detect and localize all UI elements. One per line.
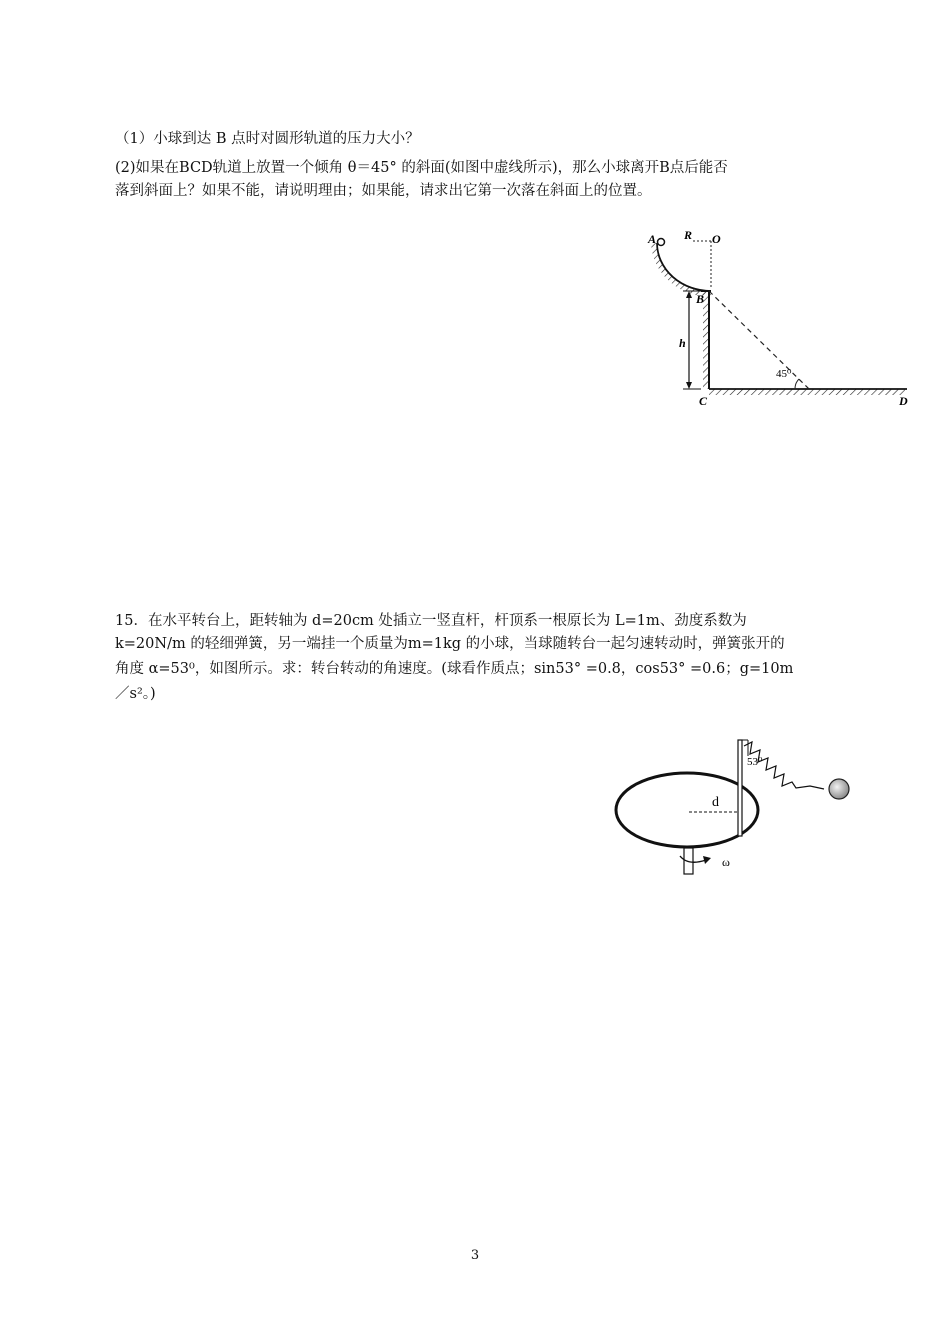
q14-part2-line2: 落到斜面上？如果不能，请说明理由；如果能，请求出它第一次落在斜面上的位置。 bbox=[115, 183, 652, 199]
h-arrow-bottom bbox=[686, 382, 692, 389]
label-angle-45: 45⁰ bbox=[776, 368, 792, 380]
label-h: h bbox=[679, 336, 686, 350]
q14-part2-line1: (2)如果在BCD轨道上放置一个倾角 θ＝45° 的斜面(如图中虚线所示)，那么小球离开B点后能否 bbox=[115, 160, 728, 176]
q15-line3: 角度 α=53⁰，如图所示。求：转台转动的角速度。(球看作质点；sin53° =0.8，cos53° =0.6；g=10m bbox=[115, 661, 794, 677]
label-C: C bbox=[699, 394, 708, 408]
page-number: 3 bbox=[470, 1248, 480, 1263]
q15-line2: k=20N/m 的轻细弹簧，另一端挂一个质量为m=1kg 的小球，当球随转台一起匀速转动时，弹簧张开的 bbox=[115, 636, 785, 652]
circular-track bbox=[657, 243, 711, 291]
label-O: O bbox=[712, 232, 721, 246]
label-B: B bbox=[696, 292, 705, 306]
angle-arc bbox=[795, 379, 799, 389]
q15-line4: ／s²。) bbox=[115, 686, 156, 702]
turntable bbox=[616, 773, 758, 847]
ball-at-A bbox=[658, 239, 665, 246]
label-angle-53: 53⁰ bbox=[747, 756, 763, 768]
incline-dashed bbox=[709, 291, 809, 389]
rotation-arrowhead bbox=[703, 856, 711, 864]
arc-hatching bbox=[651, 243, 711, 297]
label-D: D bbox=[899, 394, 908, 408]
q15-line1: 15．在水平转台上，距转轴为 d=20cm 处插立一竖直杆，杆顶系一根原长为 L=1m、劲度系数为 bbox=[115, 613, 747, 629]
ball bbox=[829, 779, 849, 799]
q15-figure bbox=[610, 728, 860, 888]
q14-figure bbox=[645, 225, 915, 415]
label-A: A bbox=[648, 232, 657, 246]
vertical-rod bbox=[738, 740, 742, 836]
omega-label: ω bbox=[722, 855, 730, 869]
label-R: R bbox=[684, 228, 693, 242]
label-d: d bbox=[712, 795, 719, 810]
q14-part1: （1）小球到达 B 点时对圆形轨道的压力大小？ bbox=[115, 131, 420, 147]
